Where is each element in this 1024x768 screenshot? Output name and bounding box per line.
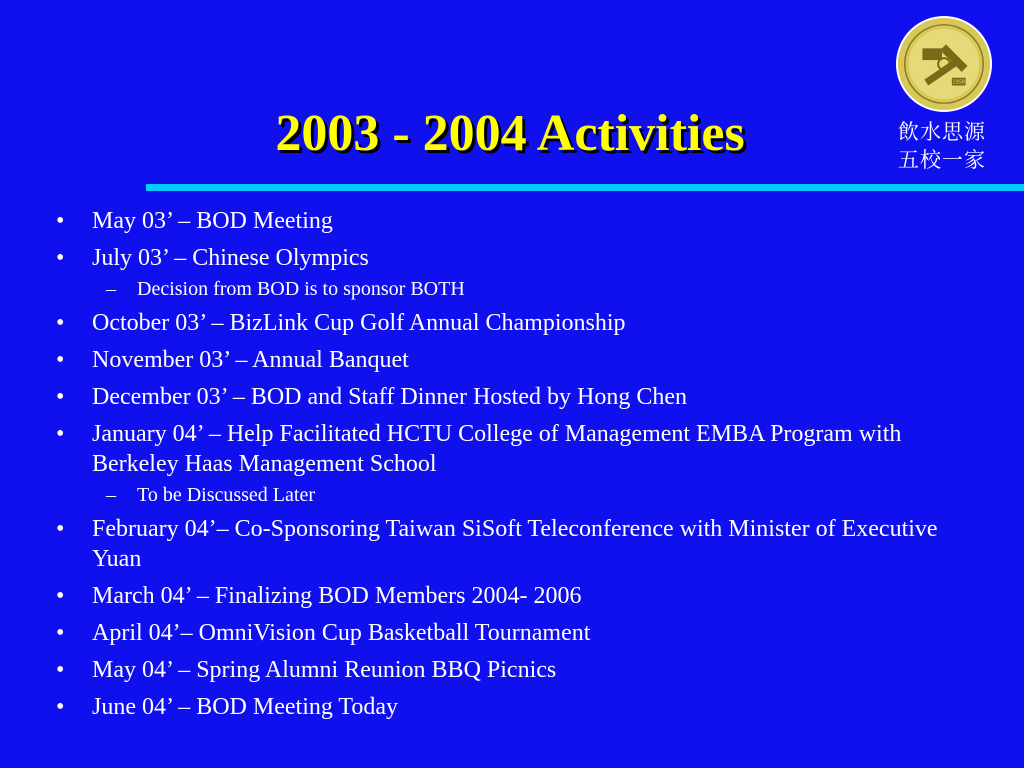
bullet-marker: • (56, 620, 65, 646)
motto-line-2: 五校一家 (898, 148, 986, 172)
activity-text: October 03’ – BizLink Cup Golf Annual Championship (92, 310, 626, 336)
activity-item (0, 382, 1024, 412)
bullet-marker: • (56, 208, 65, 234)
activity-item (0, 618, 1024, 648)
activity-item (0, 308, 1024, 338)
activity-text: March 04’ – Finalizing BOD Members 2004- 2006 (92, 583, 582, 609)
bullet-marker: • (56, 384, 65, 410)
activity-text: May 03’ – BOD Meeting (92, 208, 333, 234)
motto-line-1: 飲水思源 (898, 120, 986, 144)
bullet-marker: • (56, 310, 65, 336)
activity-item (0, 692, 1024, 722)
activity-subitem (0, 277, 1024, 301)
activity-item (0, 206, 1024, 236)
university-seal-logo (895, 15, 993, 113)
bullet-marker: • (56, 694, 65, 720)
activity-item (0, 243, 1024, 273)
activity-subitem-text: Decision from BOD is to sponsor BOTH (137, 278, 465, 300)
activity-list (0, 206, 1024, 729)
activity-item (0, 419, 1024, 479)
activity-text: November 03’ – Annual Banquet (92, 347, 409, 373)
activity-item (0, 655, 1024, 685)
bullet-marker: • (56, 245, 65, 271)
bullet-marker: • (56, 421, 65, 447)
slide-title: 2003 - 2004 Activities (275, 105, 745, 162)
logo-year: 1958 (952, 79, 965, 86)
dash-marker: – (106, 278, 116, 300)
title-underline-rule (146, 184, 1024, 191)
activity-text: June 04’ – BOD Meeting Today (92, 694, 399, 720)
dash-marker: – (106, 484, 116, 506)
activity-item (0, 581, 1024, 611)
bullet-marker: • (56, 583, 65, 609)
activity-subitem-text: To be Discussed Later (137, 484, 315, 506)
activity-text: January 04’ – Help Facilitated HCTU College of Management EMBA Program with Berkeley Haas Management School (92, 421, 902, 477)
activity-subitem (0, 483, 1024, 507)
school-motto (880, 118, 1004, 174)
activity-text: December 03’ – BOD and Staff Dinner Hosted by Hong Chen (92, 384, 687, 410)
activity-text: May 04’ – Spring Alumni Reunion BBQ Picnics (92, 657, 557, 683)
activity-item (0, 345, 1024, 375)
activity-text: April 04’– OmniVision Cup Basketball Tournament (92, 620, 591, 646)
activity-text: July 03’ – Chinese Olympics (92, 245, 369, 271)
activity-text: February 04’– Co-Sponsoring Taiwan SiSoft Teleconference with Minister of Executive Yuan (92, 516, 938, 572)
bullet-marker: • (56, 516, 65, 542)
bullet-marker: • (56, 347, 65, 373)
activity-item (0, 514, 1024, 574)
bullet-marker: • (56, 657, 65, 683)
